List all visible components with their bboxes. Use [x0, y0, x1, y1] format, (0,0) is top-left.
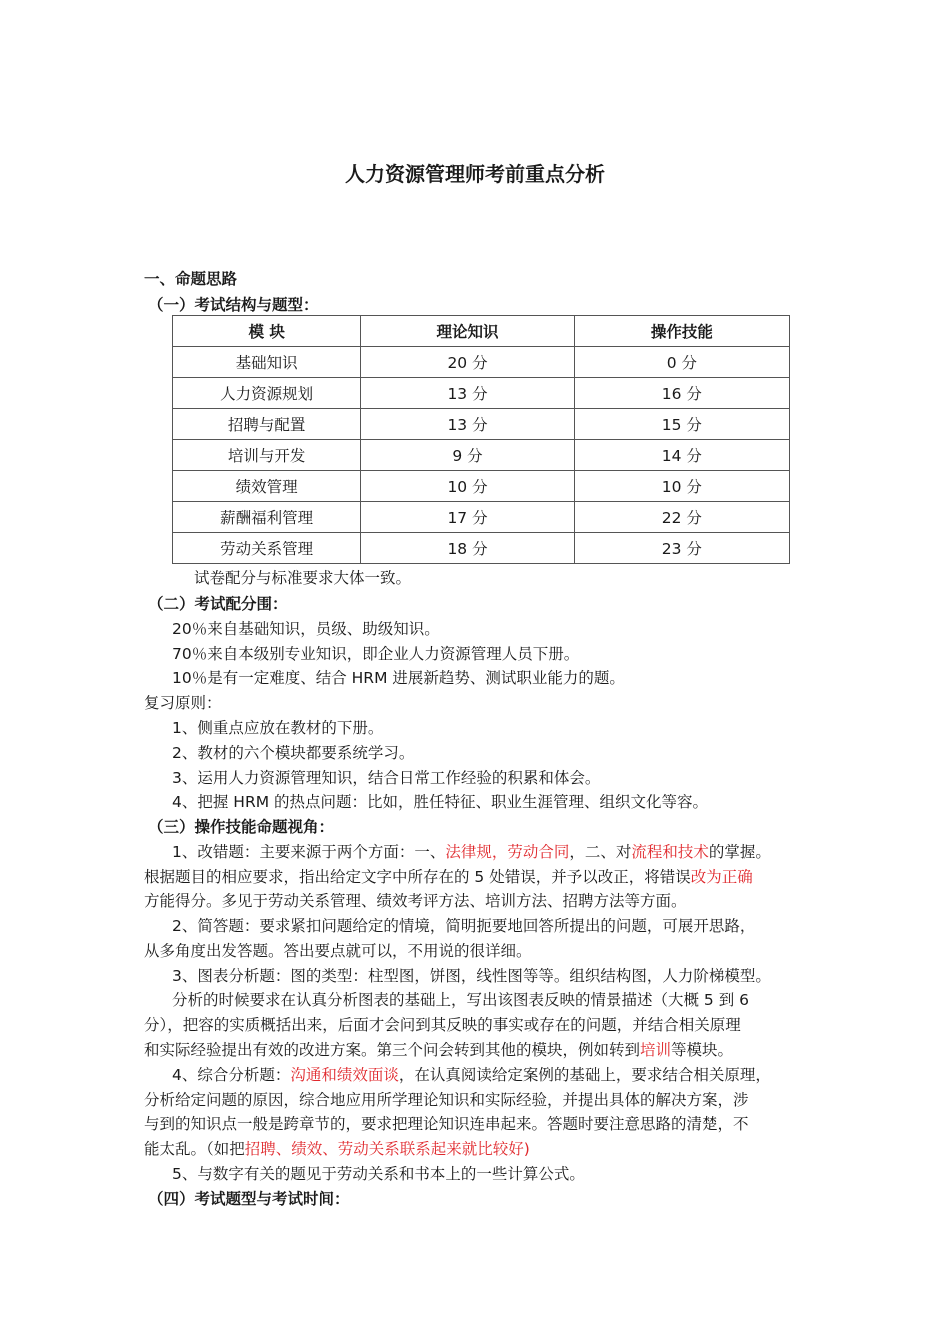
highlight-text: 培训 [640, 1041, 672, 1059]
table-header: 操作技能 [574, 316, 789, 347]
review-item: 2、教材的六个模块都要系统学习。 [172, 744, 415, 762]
table-cell: 10 分 [361, 471, 574, 502]
table-cell: 23 分 [574, 533, 789, 564]
table-cell: 13 分 [361, 409, 574, 440]
table-cell: 13 分 [361, 378, 574, 409]
paragraph-short-answer-cont: 从多角度出发答题。答出要点就可以，不用说的很详细。 [144, 942, 532, 960]
table-cell: 劳动关系管理 [173, 533, 361, 564]
review-item: 4、把握 HRM 的热点问题：比如，胜任特征、职业生涯管理、组织文化等容。 [172, 793, 709, 811]
paragraph-error-correction-cont [144, 867, 753, 887]
table-cell: 14 分 [574, 440, 789, 471]
table-note: 试卷配分与标准要求大体一致。 [194, 569, 412, 587]
paragraph-chart-analysis: 3、图表分析题：图的类型：柱型图，饼图，线性图等等。组织结构图，人力阶梯模型。 [172, 967, 771, 985]
table-cell: 15 分 [574, 409, 789, 440]
paragraph-numeric-questions: 5、与数字有关的题见于劳动关系和书本上的一些计算公式。 [172, 1165, 585, 1183]
text-run: 4、综合分析题： [172, 1066, 291, 1084]
section-heading-1: 一、命题思路 [144, 270, 238, 288]
distribution-item: 10％是有一定难度、结合 HRM 进展新趋势、测试职业能力的题。 [172, 669, 625, 687]
paragraph-chart-analysis-cont: 分析的时候要求在认真分析图表的基础上，写出该图表反映的情景描述（大概 5 到 6 [172, 991, 750, 1009]
review-item: 3、运用人力资源管理知识，结合日常工作经验的积累和体会。 [172, 769, 601, 787]
paragraph-chart-analysis-cont [144, 1040, 733, 1060]
highlight-text: 流程和技术 [631, 843, 709, 861]
text-run: 等模块。 [671, 1041, 734, 1059]
table-cell: 22 分 [574, 502, 789, 533]
review-principles-heading: 复习原则： [144, 694, 222, 712]
table-header: 模 块 [173, 316, 361, 347]
table-row [173, 440, 790, 471]
paragraph-error-correction-cont: 方能得分。多见于劳动关系管理、绩效考评方法、培训方法、招聘方法等方面。 [144, 892, 687, 910]
text-run: ，在认真阅读给定案例的基础上，要求结合相关原理， [398, 1066, 771, 1084]
text-run: 和实际经验提出有效的改进方案。第三个问会转到其他的模块，例如转到 [144, 1041, 641, 1059]
distribution-item: 20％来自基础知识，员级、助级知识。 [172, 620, 440, 638]
table-cell: 招聘与配置 [173, 409, 361, 440]
table-cell: 0 分 [574, 347, 789, 378]
text-run: ，二、对 [569, 843, 632, 861]
table-cell: 10 分 [574, 471, 789, 502]
text-run: 根据题目的相应要求，指出给定文字中所存在的 5 处错误，并予以改正，将错误 [144, 868, 691, 886]
table-cell: 人力资源规划 [173, 378, 361, 409]
table-cell: 薪酬福利管理 [173, 502, 361, 533]
table-cell: 基础知识 [173, 347, 361, 378]
table-cell: 20 分 [361, 347, 574, 378]
table-row [173, 347, 790, 378]
score-table [172, 315, 790, 564]
table-row [173, 378, 790, 409]
table-row [173, 533, 790, 564]
paragraph-short-answer: 2、简答题：要求紧扣问题给定的情境，简明扼要地回答所提出的问题，可展开思路， [172, 917, 756, 935]
subheading-exam-types-time: （四）考试题型与考试时间： [148, 1190, 350, 1208]
subheading-exam-structure: （一）考试结构与题型： [148, 296, 319, 314]
paragraph-comprehensive-analysis-cont: 分析给定问题的原因，综合地应用所学理论知识和实际经验，并提出具体的解决方案，涉 [144, 1091, 749, 1109]
subheading-score-distribution: （二）考试配分围： [148, 595, 288, 613]
paragraph-comprehensive-analysis-cont [144, 1139, 530, 1159]
paragraph-error-correction [172, 842, 771, 862]
document-title: 人力资源管理师考前重点分析 [345, 162, 605, 186]
highlight-text: 法律规，劳动合同 [445, 843, 570, 861]
paragraph-chart-analysis-cont: 分），把容的实质概括出来，后面才会问到其反映的事实或存在的问题，并结合相关原理 [144, 1016, 741, 1034]
subheading-practical-skills: （三）操作技能命题视角： [148, 818, 335, 836]
highlight-text: 沟通和绩效面谈 [290, 1066, 399, 1084]
highlight-text: 招聘、绩效、劳动关系联系起来就比较好) [244, 1140, 530, 1158]
text-run: 能太乱。（如把 [144, 1140, 245, 1158]
review-item: 1、侧重点应放在教材的下册。 [172, 719, 384, 737]
paragraph-comprehensive-analysis-cont: 与到的知识点一般是跨章节的，要求把理论知识连串起来。答题时要注意思路的清楚，不 [144, 1115, 749, 1133]
table-header-row [173, 316, 790, 347]
distribution-item: 70％来自本级别专业知识，即企业人力资源管理人员下册。 [172, 645, 580, 663]
table-row [173, 502, 790, 533]
table-row [173, 409, 790, 440]
text-run: 1、改错题：主要来源于两个方面：一、 [172, 843, 446, 861]
table-cell: 17 分 [361, 502, 574, 533]
text-run: 的掌握。 [708, 843, 771, 861]
table-cell: 9 分 [361, 440, 574, 471]
table-cell: 绩效管理 [173, 471, 361, 502]
table-row [173, 471, 790, 502]
table-cell: 18 分 [361, 533, 574, 564]
table-cell: 培训与开发 [173, 440, 361, 471]
table-cell: 16 分 [574, 378, 789, 409]
paragraph-comprehensive-analysis [172, 1065, 771, 1085]
highlight-text: 改为正确 [690, 868, 753, 886]
table-header: 理论知识 [361, 316, 574, 347]
